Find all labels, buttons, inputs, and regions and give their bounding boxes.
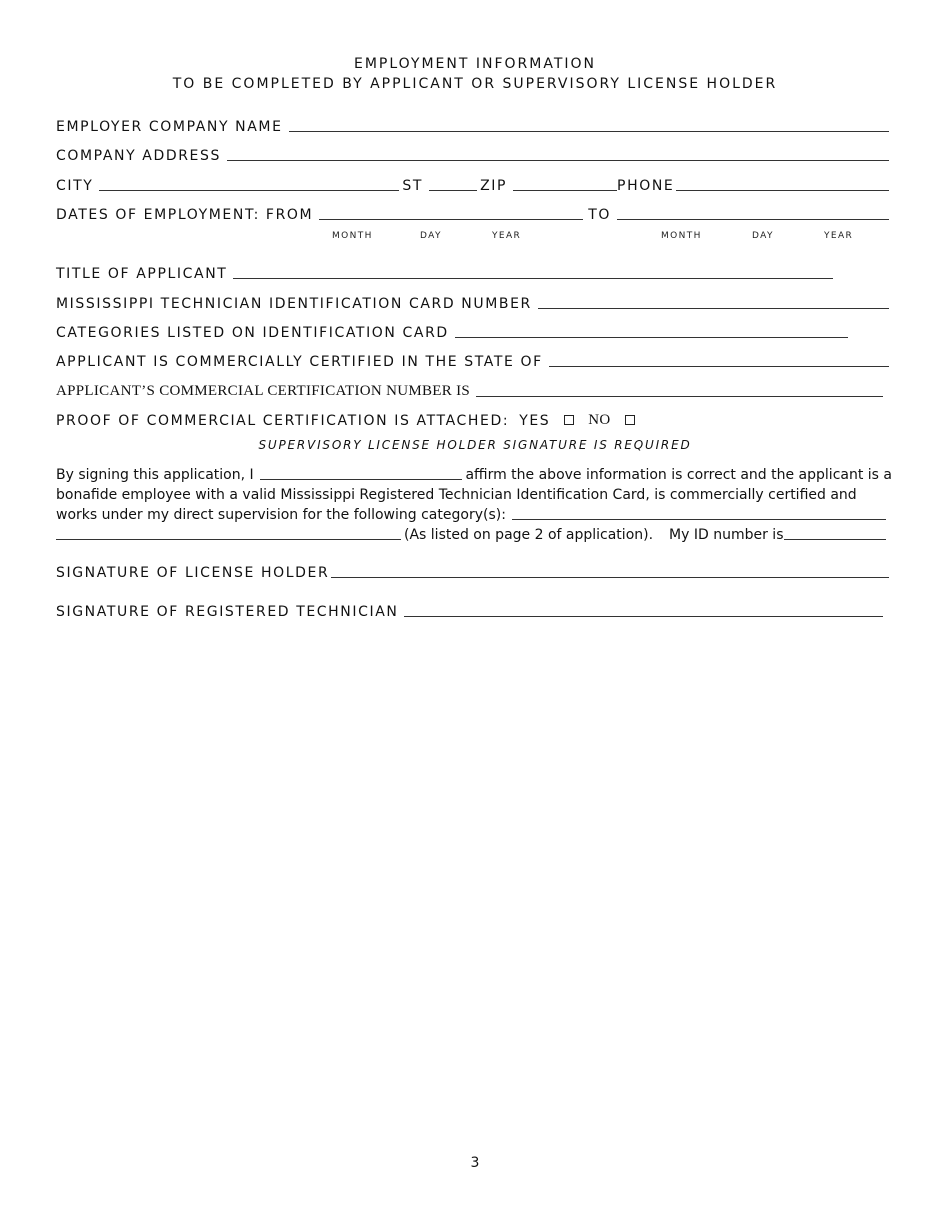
from-month-caption: MONTH [332,231,373,241]
phone-label: PHONE [617,178,675,194]
categories-row [56,321,851,341]
yes-label: YES [519,413,551,429]
address-label: COMPANY ADDRESS [56,148,221,164]
to-year-caption: YEAR [824,231,854,241]
license-holder-signature-row [56,561,892,581]
no-label: NO [588,412,611,428]
to-month-caption: MONTH [661,231,702,241]
yes-checkbox[interactable] [564,415,574,425]
address-field[interactable] [227,160,889,161]
city-row [56,174,892,194]
category-field[interactable] [512,519,886,520]
employer-field[interactable] [289,131,889,132]
zip-label: ZIP [480,178,508,194]
signer-name-field[interactable] [260,479,463,480]
title-row [56,262,836,282]
affirmation-line2-text: bonafide employee with a valid Mississippi Registered Technician Identification Card, is commercially certified and [56,487,857,503]
date-from-field[interactable] [319,219,583,220]
date-to-field[interactable] [617,219,889,220]
affirmation-line3-text: works under my direct supervision for the following category(s): [56,507,506,523]
from-day-caption: DAY [420,231,442,241]
phone-field[interactable] [676,190,889,191]
cert-number-field[interactable] [476,396,883,397]
affirmation-part2: affirm the above information is correct and the applicant is a [465,467,892,483]
city-field[interactable] [99,190,399,191]
categories-label: CATEGORIES LISTED ON IDENTIFICATION CARD [56,325,449,341]
city-label: CITY [56,178,94,194]
dates-row [56,203,892,223]
id-number-field[interactable] [784,539,887,540]
affirmation-line-2 [56,483,892,503]
affirmation-line-4 [56,523,892,543]
license-holder-signature-label: SIGNATURE OF LICENSE HOLDER [56,565,330,581]
affirmation-line-3 [56,503,892,523]
certified-state-label: APPLICANT IS COMMERCIALLY CERTIFIED IN THE STATE OF [56,354,543,370]
no-checkbox[interactable] [625,415,635,425]
id-card-field[interactable] [538,308,889,309]
category-continued-field[interactable] [56,539,401,540]
address-row [56,144,892,164]
supervisor-note: SUPERVISORY LICENSE HOLDER SIGNATURE IS REQUIRED [258,438,692,452]
title-label: TITLE OF APPLICANT [56,266,228,282]
from-year-caption: YEAR [492,231,522,241]
technician-signature-row [56,600,886,620]
proof-label: PROOF OF COMMERCIAL CERTIFICATION IS ATTACHED: [56,413,510,429]
categories-field[interactable] [455,337,848,338]
title-field[interactable] [233,278,833,279]
proof-row [56,409,892,429]
dates-to-label: TO [588,207,611,223]
page-number: 3 [470,1155,480,1171]
affirmation-line4a: (As listed on page 2 of application). [404,527,654,543]
certified-state-field[interactable] [549,366,889,367]
affirmation-paragraph [56,463,892,543]
affirmation-part1: By signing this application, I [56,467,254,483]
id-card-label: MISSISSIPPI TECHNICIAN IDENTIFICATION CARD NUMBER [56,296,532,312]
state-label: ST [402,178,424,194]
id-card-row [56,292,892,312]
form-subtitle: TO BE COMPLETED BY APPLICANT OR SUPERVISORY LICENSE HOLDER [172,76,778,92]
dates-from-label: DATES OF EMPLOYMENT: FROM [56,207,314,223]
cert-number-row [56,380,886,400]
license-holder-signature-field[interactable] [331,577,889,578]
cert-number-label: APPLICANT’S COMMERCIAL CERTIFICATION NUMBER IS [56,383,471,399]
zip-field[interactable] [513,190,617,191]
id-number-label: My ID number is [669,527,784,543]
employer-row [56,115,892,135]
to-day-caption: DAY [752,231,774,241]
employer-label: EMPLOYER COMPANY NAME [56,119,283,135]
form-title: EMPLOYMENT INFORMATION [353,56,597,72]
state-field[interactable] [429,190,477,191]
certified-state-row [56,350,892,370]
affirmation-line-1 [56,463,892,483]
technician-signature-field[interactable] [404,616,883,617]
technician-signature-label: SIGNATURE OF REGISTERED TECHNICIAN [56,604,399,620]
